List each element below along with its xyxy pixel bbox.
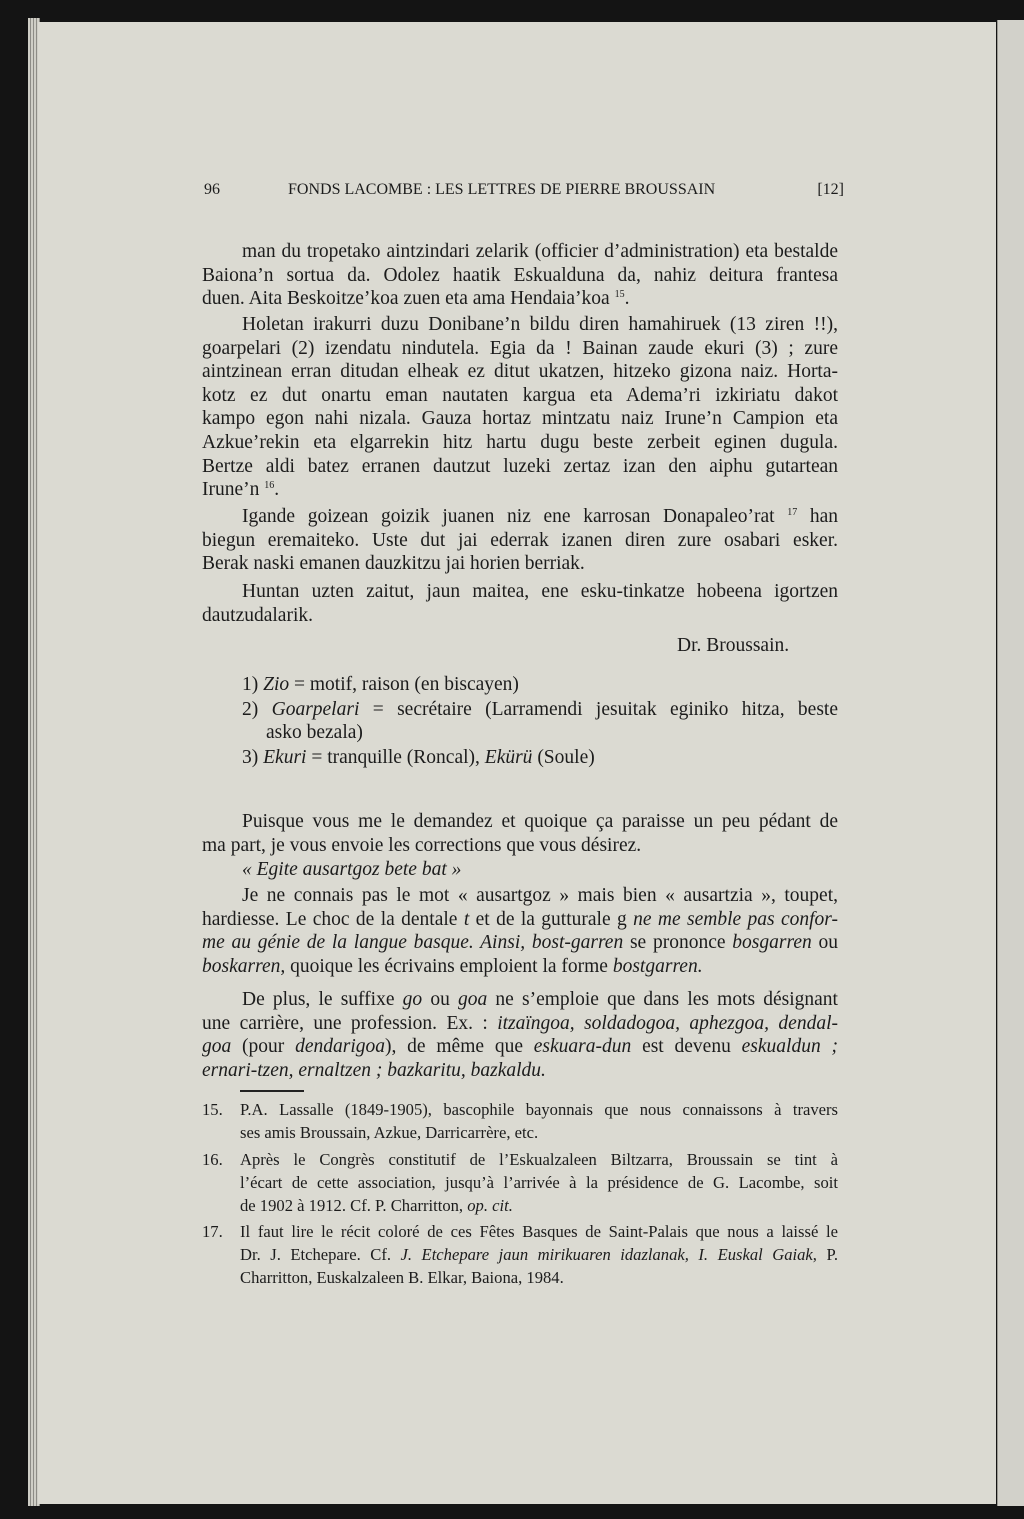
text-line	[240, 1220, 838, 1243]
italic-text: me au génie de la langue basque. Ainsi, bost-garren	[202, 932, 624, 954]
italic-text: bostgarren.	[612, 955, 703, 977]
signature: Dr. Broussain.	[677, 635, 790, 656]
italic-text: t	[463, 908, 470, 930]
footnote-text	[240, 1148, 838, 1217]
text-run: une carrière, une profession. Ex. :	[202, 1012, 498, 1034]
footnote-text	[240, 1220, 838, 1289]
footnote-ref: 15	[614, 289, 625, 301]
adjacent-page-edge	[997, 20, 1024, 1506]
text-line	[202, 1059, 838, 1083]
page-number: 96	[204, 181, 220, 198]
paragraph	[202, 505, 838, 576]
text-line	[202, 884, 838, 908]
text-run: De plus, le suffixe	[242, 989, 403, 1010]
italic-text: Ekuri	[263, 747, 307, 768]
paragraph	[202, 313, 838, 502]
text-line	[202, 431, 838, 455]
footnote-separator	[240, 1090, 304, 1092]
text-line	[240, 1266, 838, 1289]
text-line	[202, 858, 838, 882]
text-line	[202, 1035, 838, 1059]
text-line	[240, 1098, 838, 1121]
text-run: Charritton, Euskalzaleen B. Elkar, Baiona, 1984.	[240, 1268, 564, 1287]
text-run: ne s’emploie que dans les mots désignant	[487, 989, 838, 1010]
text-run: 3)	[242, 747, 264, 768]
text-run: hardiesse. Le choc de la dentale	[202, 908, 464, 930]
text-run: (Soule)	[532, 747, 595, 768]
text-line	[202, 407, 838, 431]
text-run: se prononce	[623, 932, 733, 954]
text-run: dautzudalarik.	[202, 604, 313, 626]
footnote	[202, 1148, 838, 1217]
footnote	[202, 1098, 838, 1144]
italic-text: Goarpelari	[271, 698, 360, 720]
paragraph	[202, 580, 838, 627]
text-line	[240, 1243, 838, 1266]
text-line	[202, 931, 838, 955]
note-item	[242, 673, 838, 697]
text-line	[242, 721, 838, 745]
italic-text: go	[402, 989, 423, 1010]
text-run: kotz ez dut onartu eman nautaten kargua eta Adema’ri izkiriatu dakot	[202, 384, 838, 406]
text-run: de 1902 à 1912. Cf. P. Charritton,	[240, 1196, 468, 1215]
text-run: biegun eremaiteko. Uste dut jai ederrak izanen diren zure osabari esker.	[202, 529, 838, 551]
text-run: ma part, je vous envoie les corrections que vous désirez.	[202, 834, 642, 856]
footnote	[202, 1220, 838, 1289]
text-run: ou	[811, 932, 838, 954]
note-item	[242, 746, 838, 770]
text-line	[202, 604, 838, 628]
footnote-number: 16.	[202, 1150, 223, 1169]
text-line	[240, 1121, 838, 1144]
text-run: Berak naski emanen dauzkitzu jai horien berriak.	[202, 553, 585, 575]
text-run: asko bezala)	[266, 722, 363, 744]
running-header	[204, 181, 844, 201]
text-run: , P.	[812, 1245, 838, 1264]
italic-text: Zio	[263, 674, 290, 695]
italic-text: « Egite ausartgoz bete bat »	[242, 859, 462, 880]
text-run: goarpelari (2) izendatu nindutela. Egia da ! Bainan zaude ekuri (3) ; zure	[202, 337, 838, 359]
text-run: 1)	[242, 674, 264, 695]
text-line	[202, 337, 838, 361]
text-run: Baiona’n sortua da. Odolez haatik Eskualduna da, nahiz deitura frantesa	[202, 264, 838, 286]
italic-text: itzaïngoa, soldadogoa, aphezgoa, dendal-	[497, 1012, 838, 1034]
text-run: Bertze aldi batez erranen dautzut luzeki zertaz izan den aiphu gutartean	[202, 455, 838, 477]
text-run: kampo egon nahi nizala. Gauza hortaz mintzatu naiz Irune’n Campion eta	[202, 408, 838, 430]
running-title: FONDS LACOMBE : LES LETTRES DE PIERRE BROUSSAIN	[288, 181, 716, 198]
text-run: ), de même que	[385, 1036, 534, 1058]
text-line	[202, 580, 838, 604]
text-run: Igande goizean goizik juanen niz ene karrosan Donapaleo’rat	[242, 506, 788, 527]
text-run: Dr. J. Etchepare. Cf.	[240, 1245, 401, 1264]
text-run: man du tropetako aintzindari zelarik (officier d’administration) eta bestalde	[242, 241, 838, 262]
text-line	[202, 529, 838, 553]
text-line	[240, 1171, 838, 1194]
text-line	[202, 955, 838, 979]
note-item	[242, 698, 838, 745]
text-line	[202, 834, 838, 858]
quoted-phrase	[202, 858, 838, 882]
text-run: Irune’n	[202, 479, 265, 501]
text-run: Après le Congrès constitutif de l’Eskualzaleen Biltzarra, Broussain se tint à	[240, 1150, 838, 1169]
text-run: .	[274, 479, 280, 501]
paragraph	[202, 884, 838, 978]
text-line	[202, 240, 838, 264]
text-run: Holetan irakurri duzu Donibane’n bildu diren hamahiruek (13 ziren !!),	[242, 314, 838, 335]
text-line	[202, 552, 838, 576]
italic-text: op. cit.	[467, 1196, 513, 1215]
italic-text: ne me semble pas confor-	[633, 908, 838, 930]
footnote-ref: 16	[264, 480, 275, 492]
text-line	[202, 1012, 838, 1036]
text-run: quoique les écrivains emploient la forme	[285, 955, 613, 977]
text-line	[202, 908, 838, 932]
text-run: Huntan uzten zaitut, jaun maitea, ene esku-tinkatze hobeena igortzen	[242, 581, 838, 602]
footnote-number: 17.	[202, 1222, 223, 1241]
italic-text: boskarren,	[202, 955, 286, 977]
text-line	[202, 313, 838, 337]
text-line	[202, 360, 838, 384]
text-line	[202, 455, 838, 479]
italic-text: J. Etchepare jaun mirikuaren idazlanak, I. Euskal Gaiak	[400, 1245, 813, 1264]
text-run: ou	[422, 989, 459, 1010]
paragraph	[202, 810, 838, 857]
text-line	[202, 478, 838, 502]
text-run: P.A. Lassalle (1849-1905), bascophile bayonnais que nous connaissons à travers	[240, 1100, 838, 1119]
text-run: est devenu	[631, 1036, 742, 1058]
text-run: Je ne connais pas le mot « ausartgoz » mais bien « ausartzia », toupet,	[242, 885, 838, 906]
footnote-ref: 17	[787, 507, 798, 518]
text-line	[242, 698, 838, 722]
italic-text: ernari-tzen, ernaltzen ; bazkaritu, bazkaldu.	[202, 1059, 546, 1081]
text-line	[202, 988, 838, 1012]
footnote-text	[240, 1098, 838, 1144]
text-line	[242, 746, 838, 770]
text-run: aintzinean erran ditudan elheak ez ditut ukatzen, hitzeko gizona naiz. Horta-	[202, 361, 838, 383]
text-line	[202, 384, 838, 408]
text-run: 2)	[242, 698, 272, 720]
text-run: = motif, raison (en biscayen)	[289, 674, 519, 695]
text-line	[242, 673, 838, 697]
text-run: (pour	[231, 1036, 296, 1058]
italic-text: bosgarren	[732, 932, 812, 954]
section-number: [12]	[817, 181, 844, 198]
text-run: Il faut lire le récit coloré de ces Fêtes Basques de Saint-Palais que nous a laissé le	[240, 1222, 838, 1241]
italic-text: Ekürü	[484, 747, 533, 768]
text-run: duen. Aita Beskoitze’koa zuen eta ama Hendaia’koa	[202, 288, 615, 310]
italic-text: dendarigoa	[295, 1036, 386, 1058]
italic-text: goa	[202, 1036, 232, 1058]
text-run: = tranquille (Roncal),	[306, 747, 485, 768]
text-run: l’écart de cette association, jusqu’à l’arrivée à la présidence de G. Lacombe, soit	[240, 1173, 838, 1192]
text-run: = secrétaire (Larramendi jesuitak eginiko hitza, beste	[359, 698, 838, 720]
text-line	[202, 264, 838, 288]
footnote-number: 15.	[202, 1100, 223, 1119]
text-run: Azkue’rekin eta elgarrekin hitz hartu dugu beste zerbeit eginen dugula.	[202, 431, 838, 453]
text-line	[202, 810, 838, 834]
paragraph	[202, 988, 838, 1082]
italic-text: eskuara-dun	[533, 1036, 632, 1058]
text-run: .	[624, 288, 630, 310]
text-line	[202, 287, 838, 311]
text-run: et de la gutturale g	[469, 908, 634, 930]
paragraph	[202, 240, 838, 311]
text-run: Puisque vous me le demandez et quoique ça paraisse un peu pédant de	[242, 811, 838, 832]
text-run: ses amis Broussain, Azkue, Darricarrère, etc.	[240, 1123, 539, 1142]
italic-text: eskualdun ;	[741, 1036, 838, 1058]
text-line	[240, 1194, 838, 1217]
text-line	[240, 1148, 838, 1171]
text-line	[202, 505, 838, 529]
italic-text: goa	[458, 989, 488, 1010]
text-run: han	[797, 506, 838, 527]
